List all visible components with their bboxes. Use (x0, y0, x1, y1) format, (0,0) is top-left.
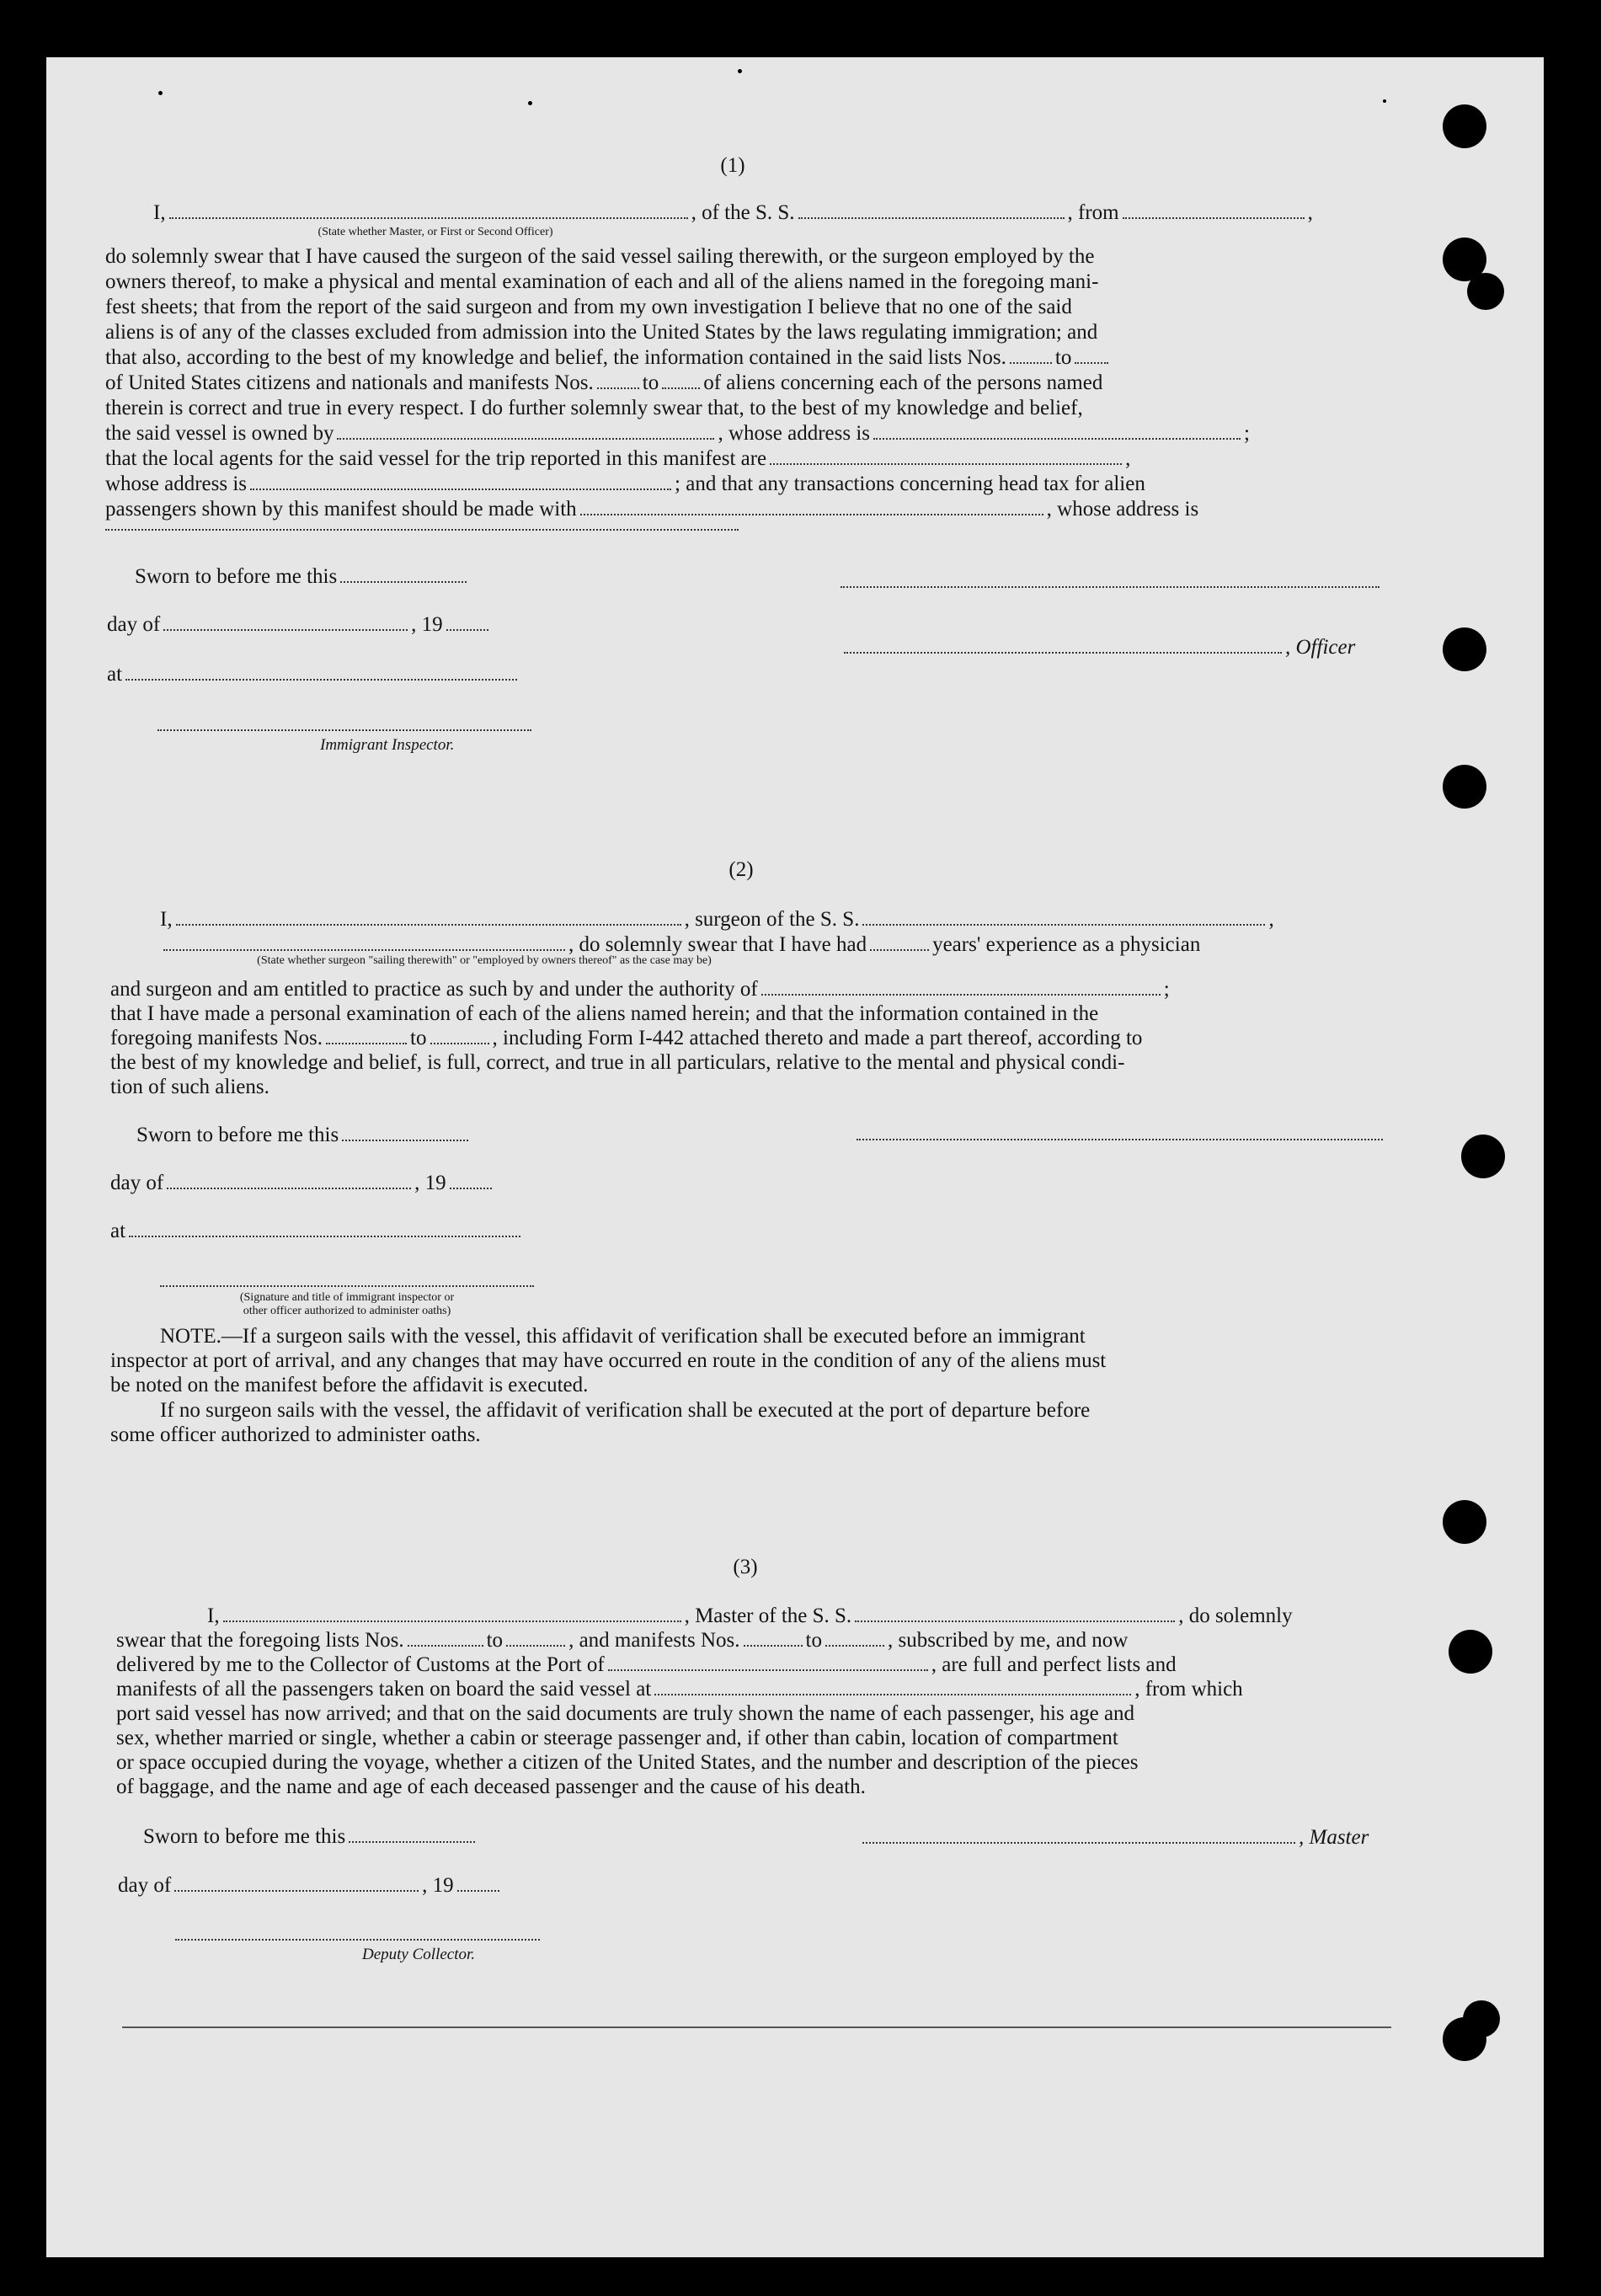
s2-authority: and surgeon and am entitled to practice as such by and under the authority of ; (110, 978, 1170, 1001)
s1-line-master: I, , of the S. S. , from , (153, 201, 1313, 224)
s3-deputy-collector: Deputy Collector. (362, 1946, 476, 1963)
note-line-2: inspector at port of arrival, and any changes that may have occurred en route in the condition of any of the aliens must (110, 1349, 1107, 1372)
punch-hole (1443, 104, 1486, 148)
s1-day-of: day of , 19 (107, 612, 492, 638)
s1-owned-by: the said vessel is owned by , whose address is ; (105, 422, 1250, 445)
s3-day-of: day of , 19 (118, 1873, 503, 1898)
s1-immigrant-inspector: Immigrant Inspector. (320, 736, 455, 754)
s2-surgeon-hint: (State whether surgeon "sailing therewith" or "employed by owners thereof" as the case may be) (257, 954, 712, 967)
s2-inspector-line (160, 1285, 534, 1287)
note-line-5: some officer authorized to administer oaths. (110, 1423, 481, 1446)
s3-port: delivered by me to the Collector of Customs at the Port of , are full and perfect lists and (116, 1653, 1177, 1676)
section-3-number: (3) (733, 1556, 758, 1578)
s3-lists-nos: swear that the foregoing lists Nos. to , and manifests Nos. to , subscribed by me, and now (116, 1629, 1129, 1652)
s2-day-of: day of , 19 (110, 1171, 495, 1196)
s3-body-2: sex, whether married or single, whether a cabin or steerage passenger and, if other than cabin, location of compartment (116, 1727, 1118, 1749)
s1-inspector-line (157, 729, 531, 731)
s2-line-surgeon: I, , surgeon of the S. S. , (160, 908, 1274, 931)
s2-line-experience: , do solemnly swear that I have had years' experience as a physician (160, 932, 1200, 958)
s2-at: at (110, 1219, 524, 1244)
note-line-1: NOTE.—If a surgeon sails with the vessel, this affidavit of verification shall be executed before an immigrant (160, 1325, 1086, 1348)
s1-lists-nos: that also, according to the best of my knowledge and belief, the information contained in the said lists Nos. to (105, 345, 1112, 371)
s3-line-master: I, , Master of the S. S. , do solemnly (207, 1605, 1293, 1627)
punch-hole (1443, 627, 1486, 671)
s1-passengers: passengers shown by this manifest should be made with , whose address is (105, 498, 1199, 521)
s1-whose-address: whose address is ; and that any transactions concerning head tax for alien (105, 473, 1145, 495)
s1-body-3: fest sheets; that from the report of the said surgeon and from my own investigation I believe that no one of the said (105, 296, 1072, 318)
s2-manifests: foregoing manifests Nos. to , including Form I-442 attached thereto and made a part thereof, according to (110, 1027, 1143, 1049)
punch-hole (1461, 1135, 1505, 1178)
bottom-rule (122, 2026, 1391, 2028)
s1-officer-line: , Officer (841, 635, 1355, 660)
s1-officer-hint: (State whether Master, or First or Second Officer) (318, 226, 553, 238)
s3-sworn: Sworn to before me this (143, 1824, 478, 1850)
s1-sworn: Sworn to before me this (135, 564, 470, 590)
s2-signature-title-1: (Signature and title of immigrant inspector or (239, 1291, 455, 1304)
note-line-4: If no surgeon sails with the vessel, the affidavit of verification shall be executed at the port of departure before (160, 1399, 1091, 1422)
s2-examination: that I have made a personal examination of each of the aliens named herein; and that the information contained in the (110, 1002, 1099, 1025)
s2-sworn: Sworn to before me this (136, 1123, 472, 1148)
s1-correct: therein is correct and true in every respect. I do further solemnly swear that, to the best of my knowledge and belief, (105, 397, 1083, 419)
note-line-3: be noted on the manifest before the affidavit is executed. (110, 1374, 589, 1396)
s2-belief: the best of my knowledge and belief, is full, correct, and true in all particulars, relative to the mental and physical condi- (110, 1051, 1125, 1074)
s3-collector-line (175, 1939, 540, 1941)
s1-address-line (105, 529, 739, 531)
s3-body-1: port said vessel has now arrived; and that on the said documents are truly shown the name of each passenger, his age and (116, 1702, 1135, 1725)
s3-body-4: of baggage, and the name and age of each deceased passenger and the cause of his death. (116, 1775, 866, 1798)
s2-signature-line (857, 1139, 1383, 1140)
punch-hole (1443, 2017, 1486, 2061)
s1-body-2: owners thereof, to make a physical and mental examination of each and all of the aliens named in the foregoing mani- (105, 270, 1099, 293)
punch-hole (1443, 1500, 1486, 1544)
punch-hole (1467, 273, 1504, 310)
s1-body-4: aliens is of any of the classes excluded from admission into the United States by the laws regulating immigration; and (105, 321, 1098, 344)
s2-signature-title-2: other officer authorized to administer oaths) (243, 1305, 451, 1317)
section-1-number: (1) (720, 154, 745, 177)
s1-manifests-nos: of United States citizens and nationals and manifests Nos. to of aliens concerning each of the persons named (105, 371, 1103, 394)
s3-taken-at: manifests of all the passengers taken on board the said vessel at , from which (116, 1678, 1243, 1701)
s1-local-agents: that the local agents for the said vessel for the trip reported in this manifest are , (105, 447, 1131, 470)
punch-hole (1449, 1630, 1492, 1674)
s3-master-line: , Master (859, 1825, 1369, 1850)
punch-hole (1443, 765, 1486, 809)
section-2-number: (2) (728, 858, 754, 881)
s1-at: at (107, 662, 520, 687)
s1-body-1: do solemnly swear that I have caused the surgeon of the said vessel sailing therewith, or the surgeon employed by the (105, 245, 1095, 268)
s1-signature-line (841, 586, 1380, 588)
s3-body-3: or space occupied during the voyage, whether a citizen of the United States, and the number and description of the pieces (116, 1751, 1139, 1774)
s2-aliens: tion of such aliens. (110, 1076, 270, 1098)
